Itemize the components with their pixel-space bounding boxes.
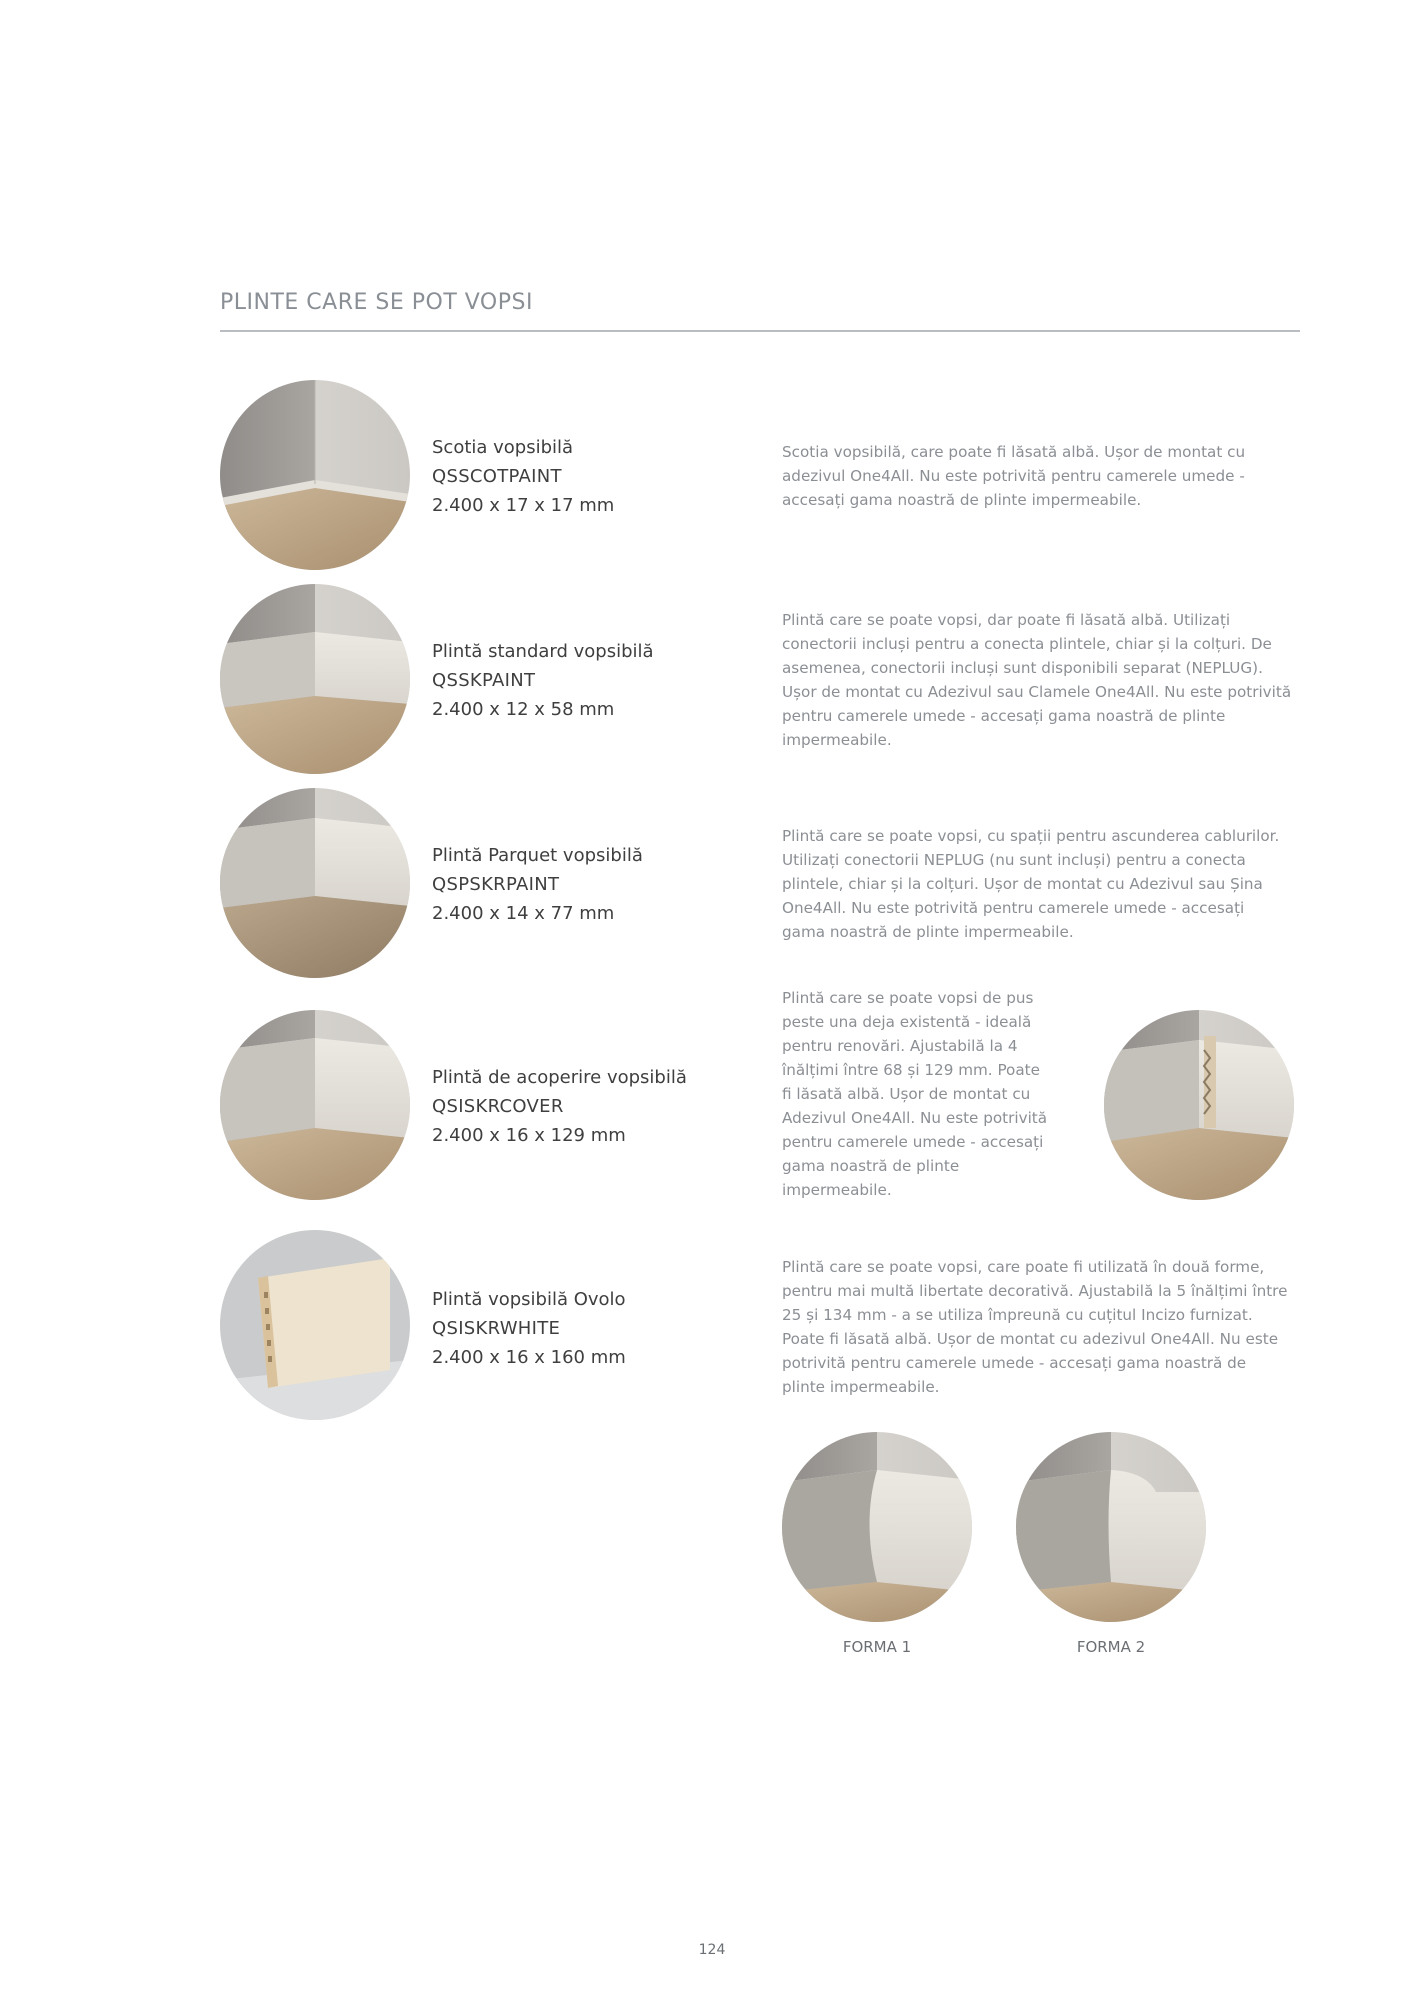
standard-skirting-image xyxy=(220,584,410,774)
forma-1-image xyxy=(782,1432,972,1622)
product-dimensions: 2.400 x 17 x 17 mm xyxy=(432,495,615,516)
product-description: Plintă care se poate vopsi, care poate fi utilizată în două forme, pentru mai multă libertate decorativă. Ajustabilă la 5 înălțimi între 25 și 134 mm - a se utiliza împreună cu cuțitul Incizo furnizat. Poate fi lăsată albă. Ușor de montat cu adezivul One4All. Nu este potrivită pentru camerele umede - accesați gama noastră de plinte impermeabile. xyxy=(782,1258,1288,1396)
product-dimensions: 2.400 x 12 x 58 mm xyxy=(432,699,615,720)
product-dimensions: 2.400 x 14 x 77 mm xyxy=(432,903,615,924)
product-info-parquet xyxy=(432,841,643,928)
ovolo-skirting-image xyxy=(220,1230,410,1420)
product-code: QSPSKRPAINT xyxy=(432,874,560,895)
product-description: Plintă care se poate vopsi de pus peste una deja existentă - ideală pentru renovări. Ajustabilă la 4 înălțimi între 68 și 129 mm. Poate fi lăsată albă. Ușor de montat cu Adezivul One4All. Nu este potrivită pentru camerele umede - accesați gama noastră de plinte impermeabile. xyxy=(782,989,1048,1199)
product-name: Plintă Parquet vopsibilă xyxy=(432,845,643,866)
page-number: 124 xyxy=(698,1942,726,1958)
forma-2-label: FORMA 2 xyxy=(1076,1638,1146,1656)
product-name: Scotia vopsibilă xyxy=(432,437,574,458)
forma-2-image xyxy=(1016,1432,1206,1622)
product-info-scotia xyxy=(432,433,614,520)
product-code: QSISKRWHITE xyxy=(432,1318,561,1339)
product-code: QSSKPAINT xyxy=(432,670,536,691)
product-dimensions: 2.400 x 16 x 160 mm xyxy=(432,1347,626,1368)
product-name: Plintă standard vopsibilă xyxy=(432,641,654,662)
product-info-standard xyxy=(432,637,654,724)
product-description: Scotia vopsibilă, care poate fi lăsată albă. Ușor de montat cu adezivul One4All. Nu este potrivită pentru camerele umede - accesați gama noastră de plinte impermeabile. xyxy=(782,443,1246,509)
product-description: Plintă care se poate vopsi, cu spații pentru ascunderea cablurilor. Utilizați conectorii NEPLUG (nu sunt incluși) pentru a conecta plintele, chiar și la colțuri. Ușor de montat cu Adezivul sau Șina One4All. Nu este potrivită pentru camerele umede - accesați gama noastră de plinte impermeabile. xyxy=(782,827,1280,941)
product-name: Plintă de acoperire vopsibilă xyxy=(432,1067,687,1088)
product-dimensions: 2.400 x 16 x 129 mm xyxy=(432,1125,626,1146)
product-info-ovolo xyxy=(432,1285,626,1372)
scotia-product-image xyxy=(220,380,410,570)
product-name: Plintă vopsibilă Ovolo xyxy=(432,1289,626,1310)
product-code: QSSCOTPAINT xyxy=(432,466,562,487)
forma-1-label: FORMA 1 xyxy=(842,1638,912,1656)
cover-skirting-image xyxy=(220,1010,410,1200)
cover-skirting-detail-image xyxy=(1104,1010,1294,1200)
product-code: QSISKRCOVER xyxy=(432,1096,564,1117)
product-description: Plintă care se poate vopsi, dar poate fi lăsată albă. Utilizați conectorii incluși pentru a conecta plintele, chiar și la colțuri. De asemenea, conectorii incluși sunt disponibili separat (NEPLUG). Ușor de montat cu Adezivul sau Clamele One4All. Nu este potrivită pentru camerele umede - accesați gama noastră de plinte impermeabile. xyxy=(782,611,1292,749)
parquet-skirting-image xyxy=(220,788,410,978)
title-divider xyxy=(220,330,1300,332)
section-title: PLINTE CARE SE POT VOPSI xyxy=(220,290,533,315)
product-info-cover xyxy=(432,1063,687,1150)
